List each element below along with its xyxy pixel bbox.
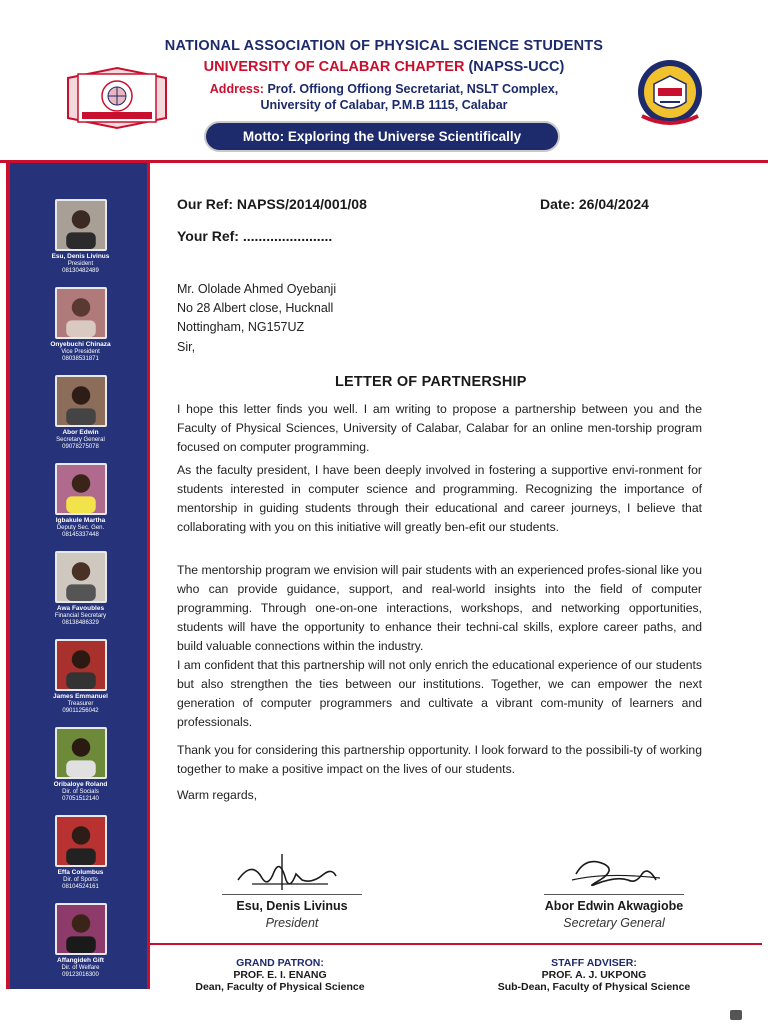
salutation: Sir,	[177, 340, 196, 354]
executive-card	[10, 199, 151, 275]
secretary-signature	[566, 850, 666, 894]
scanner-watermark-icon	[730, 1010, 742, 1020]
executive-role: Secretary General	[56, 437, 105, 443]
executive-role: Vice President	[61, 349, 100, 355]
address-line-1: Prof. Offiong Offiong Secretariat, NSLT Complex,	[267, 82, 559, 96]
executive-phone: 08145337448	[62, 532, 99, 538]
signatory-1-role: President	[265, 916, 319, 930]
signatory-1-name: Esu, Denis Livinus	[236, 899, 348, 913]
footer-divider	[150, 943, 762, 945]
executive-name: Affangideh Gift	[57, 957, 104, 964]
executive-photo	[55, 375, 107, 427]
executive-photo	[55, 903, 107, 955]
body-paragraph-5: Thank you for considering this partnership opportunity. I look forward to the possibili-ty of working together to make a positive impact on the lives of our students.	[177, 743, 702, 776]
executive-name: Esu, Denis Livinus	[51, 253, 110, 260]
executive-phone: 09078275078	[62, 444, 99, 450]
letter-title: LETTER OF PARTNERSHIP	[335, 374, 527, 390]
executive-name: James Emmanuel	[53, 693, 108, 700]
executive-phone: 08104524161	[62, 884, 99, 890]
signature-line-1	[222, 894, 362, 895]
executive-phone: 07051512140	[62, 796, 99, 802]
executive-name: Effa Columbus	[57, 869, 104, 876]
grand-patron-label: GRAND PATRON:	[236, 957, 324, 969]
signatory-2-role: Secretary General	[563, 916, 665, 930]
recipient-address-2: Nottingham, NG157UZ	[177, 320, 305, 334]
chapter-name	[0, 59, 768, 75]
recipient-name: Mr. Ololade Ahmed Oyebanji	[177, 282, 337, 296]
executive-photo	[55, 815, 107, 867]
signature-line-2	[544, 894, 684, 895]
address-line-2: University of Calabar, P.M.B 1115, Calabar	[260, 98, 508, 112]
executive-card	[10, 375, 151, 451]
body-paragraph-1: I hope this letter finds you well. I am writing to propose a partnership between you and the Faculty of Physical Sciences, University of Calabar, Calabar for an online men-torship program focused on computer programming.	[177, 402, 702, 454]
executive-card	[10, 639, 151, 715]
executive-card	[10, 903, 151, 979]
grand-patron-title: Dean, Faculty of Physical Science	[195, 981, 365, 993]
chapter-name-red: UNIVERSITY OF CALABAR CHAPTER	[203, 59, 465, 75]
closing: Warm regards,	[177, 788, 258, 802]
organization-name: NATIONAL ASSOCIATION OF PHYSICAL SCIENCE STUDENTS	[164, 38, 604, 54]
executive-photo	[55, 287, 107, 339]
executive-phone: 09011256042	[62, 708, 99, 714]
body-paragraph-2: As the faculty president, I have been deeply involved in fostering a supportive envi-ronment for students interested in computer science and programming. Recognizing the importance of mentorship in guiding students through their educational and career journeys, I believe that collaborating with you on this initiative will greatly ben-efit our students.	[177, 463, 702, 534]
president-signature	[232, 850, 342, 894]
grand-patron-block	[170, 957, 390, 993]
chapter-abbrev: (NAPSS-UCC)	[468, 59, 565, 75]
executive-card	[10, 463, 151, 539]
staff-adviser-label: STAFF ADVISER:	[551, 957, 637, 969]
executive-name: Abor Edwin	[62, 429, 99, 436]
executive-phone: 08038531871	[62, 356, 99, 362]
signatory-2-name: Abor Edwin Akwagiobe	[544, 899, 684, 913]
letter-date: Date: 26/04/2024	[540, 196, 649, 212]
motto-banner: Motto: Exploring the Universe Scientifically	[206, 123, 558, 150]
executive-phone: 08130482489	[62, 268, 99, 274]
executive-role: Dir. of Sports	[63, 877, 98, 883]
executive-role: Treasurer	[67, 701, 94, 707]
executive-card	[10, 727, 151, 803]
executive-role: Dir. of Welfare	[61, 965, 100, 971]
executive-card	[10, 287, 151, 363]
executive-photo	[55, 199, 107, 251]
sidebar-divider	[147, 163, 150, 989]
executive-card	[10, 815, 151, 891]
staff-adviser-block	[466, 957, 722, 993]
executive-role: Financial Secretary	[54, 613, 107, 619]
executive-card	[10, 551, 151, 627]
staff-adviser-title: Sub-Dean, Faculty of Physical Science	[497, 981, 691, 993]
address-block	[0, 81, 768, 113]
body-paragraph-3: The mentorship program we envision will pair students with an experienced profes-sional like you who can provide guidance, support, and real-world insights into the field of computer programming. Through one-on-one interactions, workshops, and networking opportunities, students will have the opportunity to enhance their techni-cal skills, explore career paths, and build valuable connections within the industry.	[177, 563, 702, 653]
executive-photo	[55, 551, 107, 603]
executive-photo	[55, 639, 107, 691]
executive-role: Dir. of Socials	[62, 789, 99, 795]
executive-role: Deputy Sec. Gen.	[56, 525, 105, 531]
executive-name: Awa Favoubles	[56, 605, 105, 612]
executive-phone: 08138486329	[62, 620, 99, 626]
our-reference: Our Ref: NAPSS/2014/001/08	[177, 196, 367, 212]
letterhead	[0, 0, 768, 162]
executive-name: Oribaloye Roland	[53, 781, 108, 788]
body-paragraph-4: I am confident that this partnership will not only enrich the educational experience of our students but also strengthen the ties between our institutions. Together, we can empower the next generation of computer programmers and cultivate a vibrant com-munity of learners and professionals.	[177, 658, 702, 729]
grand-patron-name: PROF. E. I. ENANG	[233, 969, 327, 981]
address-label: Address:	[209, 82, 264, 96]
executive-photo	[55, 727, 107, 779]
executive-phone: 09123016300	[62, 972, 99, 978]
recipient-address-1: No 28 Albert close, Hucknall	[177, 301, 334, 315]
staff-adviser-name: PROF. A. J. UKPONG	[541, 969, 647, 981]
executive-role: President	[67, 261, 94, 267]
executive-name: Onyebuchi Chinaza	[50, 341, 111, 348]
executives-sidebar	[6, 163, 147, 989]
executive-photo	[55, 463, 107, 515]
executive-name: Igbakule Martha	[55, 517, 106, 524]
your-reference: Your Ref: .......................	[177, 228, 333, 244]
